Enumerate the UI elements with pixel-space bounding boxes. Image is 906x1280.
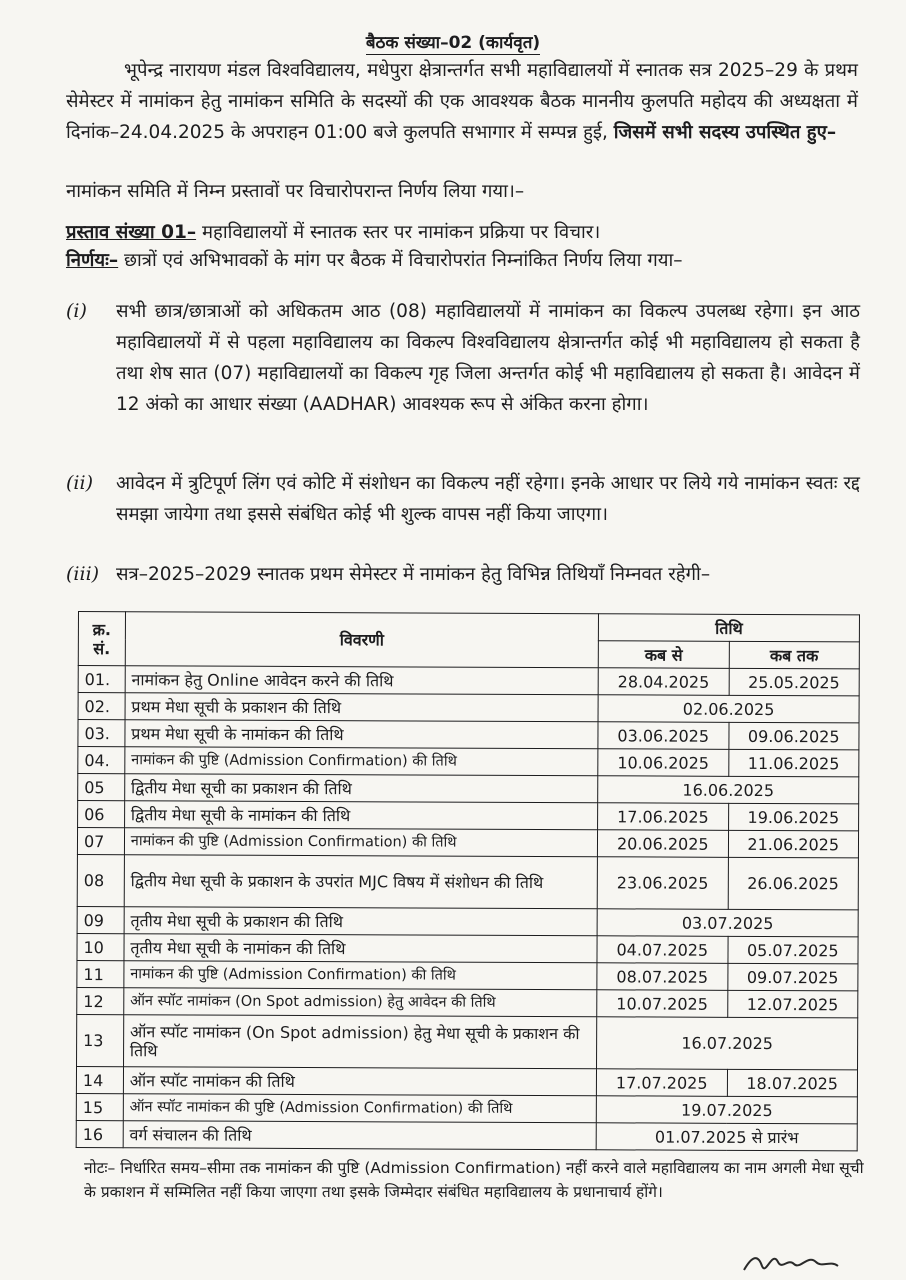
row-date-to: 25.05.2025 <box>729 668 860 696</box>
row-description: द्वितीय मेधा सूची के प्रकाशन के उपरांत MJC विषय में संशोधन की तिथि <box>124 855 598 909</box>
point-number: (iii) <box>66 563 100 585</box>
row-date-from: 10.06.2025 <box>598 749 729 777</box>
row-date-from: 17.06.2025 <box>598 803 729 831</box>
schedule-table <box>76 611 860 1151</box>
table-row <box>77 933 858 963</box>
point-text: आवेदन में त्रुटिपूर्ण लिंग एवं कोटि में संशोधन का विकल्प नहीं रहेगा। इनके आधार पर लिये गये नामांकन स्वतः रद्द समझा जायेगा तथा इससे संबंधित कोई भी शुल्क वापस नहीं किया जाएगा। <box>116 473 860 525</box>
row-serial: 09 <box>77 906 124 933</box>
row-serial: 03. <box>78 720 125 747</box>
decision-intro <box>66 176 858 207</box>
row-serial: 01. <box>78 666 125 693</box>
row-date-to: 21.06.2025 <box>728 830 859 858</box>
table-row <box>77 960 858 990</box>
proposal-block <box>66 219 858 275</box>
row-description: ऑन स्पॉट नामांकन की पुष्टि (Admission Confirmation) की तिथि <box>123 1094 596 1123</box>
row-serial: 11 <box>77 960 124 987</box>
point-text: सत्र–2025–2029 स्नातक प्रथम सेमेस्टर में नामांकन हेतु विभिन्न तिथियाँ निम्नवत रहेगी– <box>116 564 711 585</box>
header-serial: क्र. सं. <box>78 612 125 666</box>
row-date-to: 26.06.2025 <box>728 857 859 910</box>
intro-bold-text: जिसमें सभी सदस्य उपस्थित हुए– <box>613 122 837 143</box>
row-description: तृतीय मेधा सूची के प्रकाशन की तिथि <box>124 907 597 936</box>
row-date-to: 11.06.2025 <box>728 749 859 777</box>
decision-text: छात्रों एवं अभिभावकों के मांग पर बैठक में विचारोपरांत निम्नांकित निर्णय लिया गया– <box>124 250 683 271</box>
row-date-to: 12.07.2025 <box>727 990 858 1018</box>
point-number: (ii) <box>66 472 93 494</box>
row-description: नामांकन हेतु Online आवेदन करने की तिथि <box>125 666 598 695</box>
row-date-from: 04.07.2025 <box>597 936 728 964</box>
row-date-from: 28.04.2025 <box>598 668 729 696</box>
header-from: कब से <box>598 641 729 669</box>
row-serial: 15 <box>76 1093 123 1120</box>
table-row <box>78 801 859 831</box>
decision-label: निर्णयः– <box>66 250 119 271</box>
row-serial: 05 <box>78 774 125 801</box>
row-serial: 14 <box>76 1066 123 1093</box>
table-row <box>78 774 859 804</box>
row-date-from: 23.06.2025 <box>597 857 728 910</box>
row-date: 03.07.2025 <box>597 909 858 937</box>
row-date: 16.07.2025 <box>597 1017 858 1070</box>
row-description: प्रथम मेधा सूची के प्रकाशन की तिथि <box>125 693 598 722</box>
table-body <box>76 666 859 1151</box>
row-description: ऑन स्पॉट नामांकन (On Spot admission) हेतु मेधा सूची के प्रकाशन की तिथि <box>123 1015 597 1069</box>
header-description: विवरणी <box>125 612 599 668</box>
point-number: (i) <box>66 300 87 322</box>
signature-mark <box>738 1240 868 1280</box>
row-serial: 16 <box>76 1120 123 1147</box>
intro-paragraph <box>66 55 858 148</box>
row-serial: 04. <box>78 747 125 774</box>
row-description: नामांकन की पुष्टि (Admission Confirmation) की तिथि <box>125 747 598 776</box>
row-date-to: 18.07.2025 <box>727 1069 858 1097</box>
decision-line-text: नामांकन समिति में निम्न प्रस्तावों पर विचारोपरान्त निर्णय लिया गया।– <box>66 181 525 202</box>
row-date: 19.07.2025 <box>596 1096 857 1124</box>
note-paragraph <box>84 1156 874 1204</box>
row-serial: 13 <box>77 1014 124 1066</box>
row-date: 02.06.2025 <box>598 695 859 723</box>
row-date-from: 08.07.2025 <box>597 963 728 991</box>
table-header-row <box>78 612 859 642</box>
point-text: सभी छात्र/छात्राओं को अधिकतम आठ (08) महाविद्यालयों में नामांकन का विकल्प उपलब्ध रहेगा। इन आठ महाविद्यालयों में से पहला महाविद्यालय का विकल्प विश्वविद्यालय क्षेत्रान्तर्गत कोई भी महाविद्यालय हो सकता है तथा शेष सात (07) महाविद्यालयों का विकल्प गृह जिला अन्तर्गत कोई भी महाविद्यालय हो सकता है। आवेदन में 12 अंको का आधार संख्या (AADHAR) आवश्यक रूप से अंकित करना होगा। <box>116 301 860 415</box>
table-row <box>77 1014 858 1069</box>
table-row <box>78 720 859 750</box>
row-date-to: 19.06.2025 <box>728 803 859 831</box>
row-description: ऑन स्पॉट नामांकन की तिथि <box>123 1067 596 1096</box>
table-row <box>78 693 859 723</box>
table-row <box>78 666 859 696</box>
row-description: नामांकन की पुष्टि (Admission Confirmation) की तिथि <box>124 961 597 990</box>
heading-text: बैठक संख्या–02 (कार्यवृत) <box>365 33 541 53</box>
row-description: नामांकन की पुष्टि (Admission Confirmation) की तिथि <box>124 828 597 857</box>
row-date-from: 17.07.2025 <box>596 1069 727 1097</box>
row-serial: 07 <box>77 828 124 855</box>
table-row <box>77 906 858 936</box>
row-serial: 10 <box>77 933 124 960</box>
proposal-label: प्रस्ताव संख्या 01– <box>66 222 197 243</box>
row-serial: 12 <box>77 987 124 1014</box>
note-text: नोटः– निर्धारित समय–सीमा तक नामांकन की पुष्टि (Admission Confirmation) नहीं करने वाले महाविद्यालय का नाम अगली मेधा सूची के प्रकाशन में सम्मिलित नहीं किया जाएगा तथा इसके जिम्मेदार संबंधित महाविद्यालय के प्रधानाचार्य होंगे। <box>84 1159 864 1201</box>
row-date: 16.06.2025 <box>598 776 859 804</box>
meeting-heading <box>0 30 906 53</box>
row-description: द्वितीय मेधा सूची का प्रकाशन की तिथि <box>124 774 597 803</box>
row-description: वर्ग संचालन की तिथि <box>123 1121 596 1150</box>
table-row <box>76 1093 857 1123</box>
row-description: ऑन स्पॉट नामांकन (On Spot admission) हेतु आवेदन की तिथि <box>124 988 597 1017</box>
row-date-to: 09.06.2025 <box>728 722 859 750</box>
table-row <box>77 987 858 1017</box>
row-serial: 02. <box>78 693 125 720</box>
table-row <box>77 854 858 909</box>
header-to: कब तक <box>729 641 860 669</box>
row-date-from: 03.06.2025 <box>598 722 729 750</box>
intro-text: भूपेन्द्र नारायण मंडल विश्वविद्यालय, मधेपुरा क्षेत्रान्तर्गत सभी महाविद्यालयों में स्नातक सत्र 2025–29 के प्रथम सेमेस्टर में नामांकन हेतु नामांकन समिति के सदस्यों की एक आवश्यक बैठक माननीय कुलपति महोदय की अध्यक्षता में दिनांक–24.04.2025 के अपराहन 01:00 बजे कुलपति सभागार में सम्पन्न हुई, <box>66 60 858 143</box>
row-date-from: 10.07.2025 <box>597 990 728 1018</box>
row-serial: 06 <box>78 801 125 828</box>
table-row <box>76 1066 857 1096</box>
proposal-text: महाविद्यालयों में स्नातक स्तर पर नामांकन प्रक्रिया पर विचार। <box>201 222 601 243</box>
row-description: द्वितीय मेधा सूची के नामांकन की तिथि <box>124 801 597 830</box>
row-description: तृतीय मेधा सूची के नामांकन की तिथि <box>124 934 597 963</box>
row-description: प्रथम मेधा सूची के नामांकन की तिथि <box>125 720 598 749</box>
row-date-to: 09.07.2025 <box>727 963 858 991</box>
row-serial: 08 <box>77 854 124 906</box>
row-date: 01.07.2025 से प्रारंभ <box>596 1123 857 1151</box>
header-date: तिथि <box>598 614 859 642</box>
row-date-from: 20.06.2025 <box>598 830 729 858</box>
table-row <box>76 1120 857 1150</box>
table-row <box>77 828 858 858</box>
row-date-to: 05.07.2025 <box>728 936 859 964</box>
table-row <box>78 747 859 777</box>
